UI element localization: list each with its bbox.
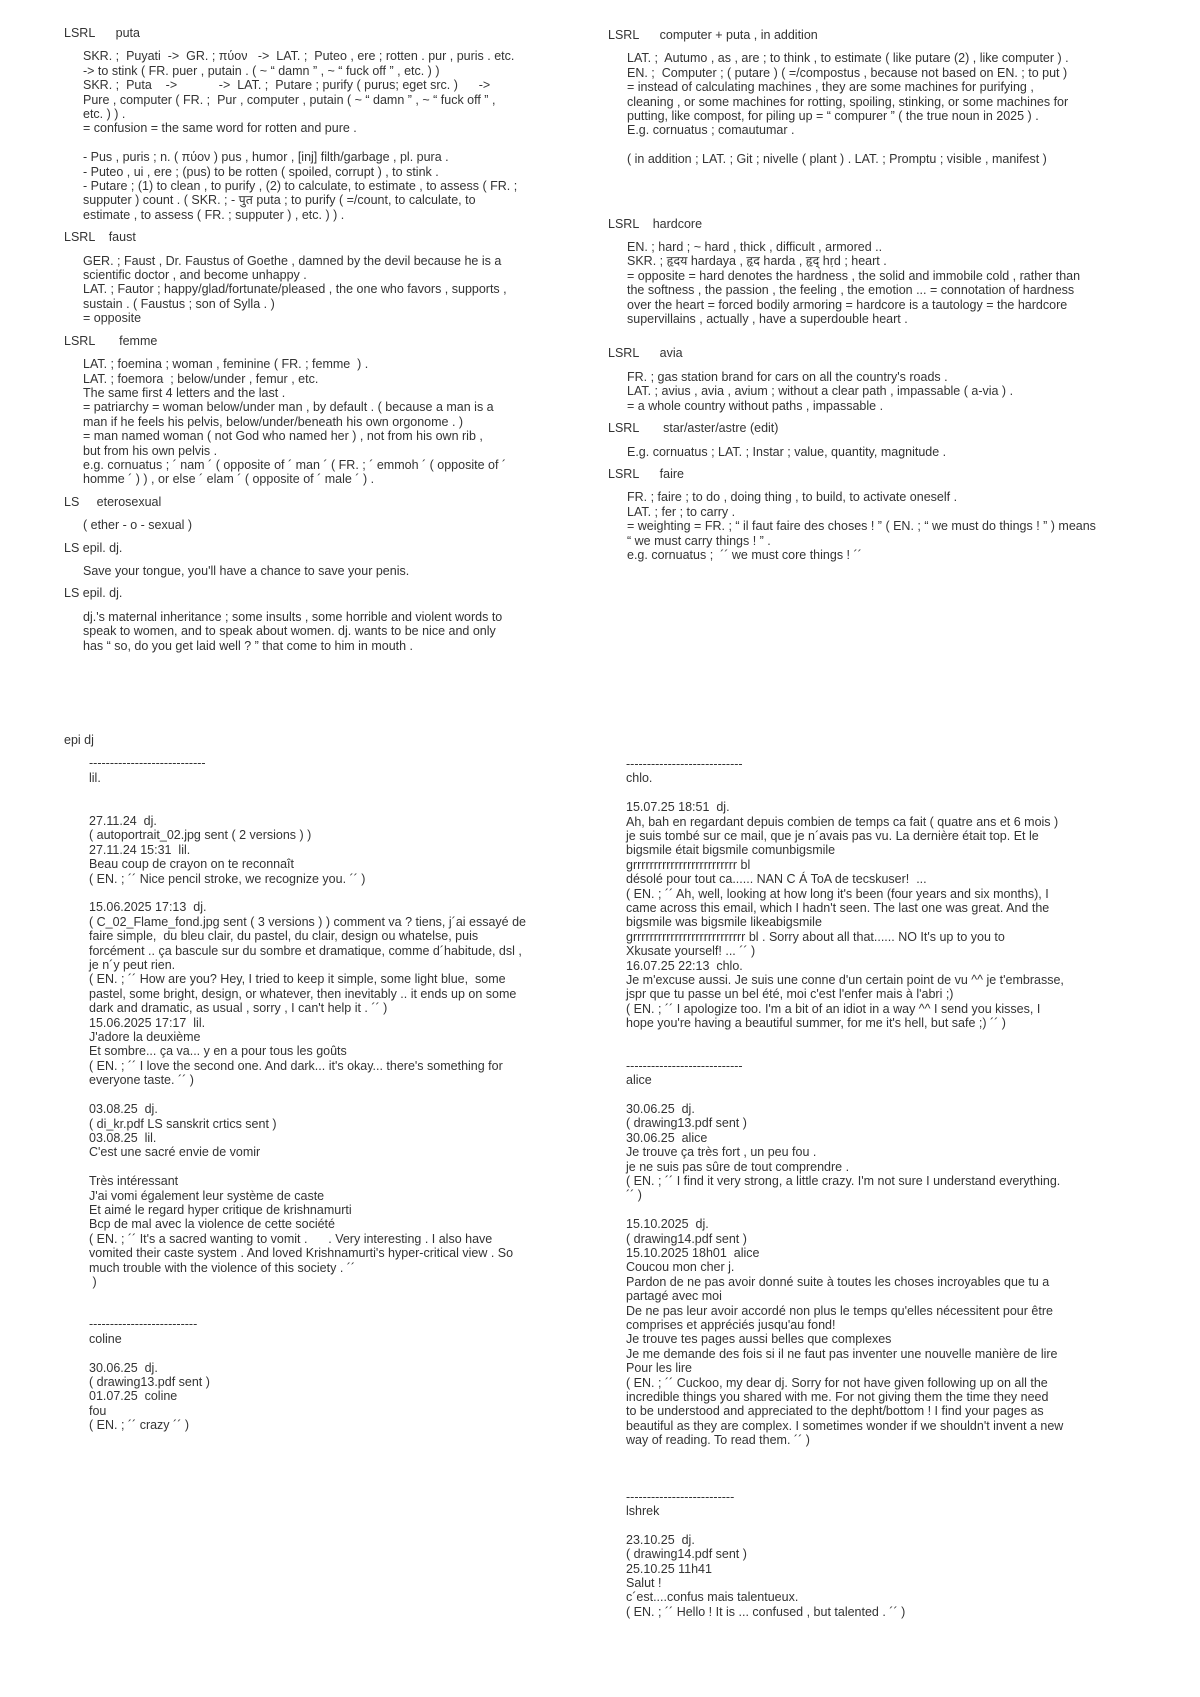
text-line: pastel, some bright, design, or whatever, then inevitably .. it ends up on some	[89, 986, 517, 1001]
text-line: bigsmile was bigsmile likeabigsmile	[626, 915, 822, 930]
text-line: Et sombre... ça va... y en a pour tous les goûts	[89, 1044, 347, 1059]
text-line: incredible things you shared with me. For not giving them the time they need	[626, 1390, 1049, 1405]
text-line: désolé pour tout ca...... NAN C Á ToA de tecskuser! ...	[626, 872, 927, 887]
chat-thread-lshrek	[626, 1490, 1193, 1620]
text-line: ( EN. ; ´´ How are you? Hey, I tried to keep it simple, some light blue, some	[89, 972, 506, 987]
text-line	[83, 136, 604, 150]
dictionary-entry-star-aster-astre	[608, 421, 1188, 459]
text-line: came across this email, which I hadn't seen. The last one was great. And the	[626, 901, 1050, 916]
text-line: ( in addition ; LAT. ; Git ; nivelle ( plant ) . LAT. ; Promptu ; visible , manifest )	[627, 152, 1047, 167]
text-line: 01.07.25 coline	[89, 1389, 178, 1404]
text-line: 30.06.25 dj.	[89, 1360, 158, 1375]
text-line: 03.08.25 dj.	[89, 1102, 158, 1117]
entry-body	[83, 564, 604, 578]
entry-heading: LSRL puta	[64, 26, 140, 40]
entry-heading: LS epil. dj.	[64, 586, 123, 601]
thread-divider: --------------------------	[89, 1317, 198, 1332]
text-line: ( EN. ; ´´ Cuckoo, my dear dj. Sorry for not have given following up on all the	[626, 1375, 1048, 1390]
chat-column-right	[608, 757, 1193, 1619]
text-line: SKR. ; Puyati -> GR. ; πύον -> LAT. ; Puteo , ere ; rotten . pur , puris . etc.	[83, 49, 515, 64]
text-line: but from his own pelvis .	[83, 443, 218, 458]
text-line	[89, 785, 604, 799]
text-line: Pour les lire	[626, 1361, 692, 1376]
text-line: 30.06.25 dj.	[626, 1101, 695, 1116]
text-line: EN. ; Computer ; ( putare ) ( =/compostus , because not based on EN. ; to put )	[627, 65, 1068, 80]
text-line: e.g. cornuatus ; ´´ we must core things ! ´´	[627, 547, 862, 562]
text-line: putting, like compost, for piling up = “ compurer ” ( the true noun in 2025 ) .	[627, 109, 1039, 124]
text-line: c´est....confus mais talentueux.	[626, 1590, 799, 1605]
text-line: ( drawing13.pdf sent )	[626, 1116, 747, 1131]
text-line: ( C_02_Flame_fond.jpg sent ( 3 versions ) ) comment va ? tiens, j´ai essayé de	[89, 914, 527, 929]
text-line: je n´y peut rien.	[89, 958, 176, 973]
chat-thread-coline	[89, 1317, 604, 1432]
entry-body	[83, 49, 604, 222]
entry-body	[83, 357, 604, 487]
thread-divider: ----------------------------	[626, 757, 743, 771]
text-line: LAT. ; avius , avia , avium ; without a clear path , impassable ( a-via ) .	[627, 384, 1014, 399]
text-line: ( drawing14.pdf sent )	[626, 1231, 747, 1246]
chat-thread-lil	[89, 756, 604, 1289]
text-line: Ah, bah en regardant depuis combien de temps ca fait ( quatre ans et 6 mois )	[626, 814, 1059, 829]
entry-heading: LSRL faust	[64, 230, 136, 245]
text-line: 27.11.24 15:31 lil.	[89, 842, 191, 857]
text-line: = opposite = hard denotes the hardness , the solid and immobile cold , rather than	[627, 268, 1081, 283]
entry-heading: LSRL avia	[608, 346, 683, 361]
text-line: grrrrrrrrrrrrrrrrrrrrrrrrr bl	[626, 857, 751, 872]
text-line	[89, 1088, 604, 1102]
text-line: Et aimé le regard hyper critique de krishnamurti	[89, 1202, 352, 1217]
text-line	[626, 1518, 1193, 1532]
text-line: 15.06.2025 17:13 dj.	[89, 900, 207, 915]
entry-body	[627, 51, 1188, 166]
text-line: over the heart = forced bodily armoring = hardcore is a tautology = the hardcore	[627, 297, 1068, 312]
text-line: dj.'s maternal inheritance ; some insults , some horrible and violent words to	[83, 609, 503, 624]
text-line: homme ´ ) ) , or else ´ elam ´ ( opposite of ´ male ´ ) .	[83, 472, 375, 487]
contact-name: lil.	[89, 770, 101, 785]
text-line: estimate , to assess ( FR. ; supputer ) , etc. ) ) .	[83, 207, 345, 222]
text-line: E.g. cornuatus ; comautumar .	[627, 123, 795, 138]
text-line: vomited their caste system . And loved Krishnamurti's hyper-critical view . So	[89, 1246, 514, 1261]
text-line: everyone taste. ´´ )	[89, 1073, 194, 1088]
entry-heading: LSRL hardcore	[608, 216, 703, 231]
text-line: SKR. ; Puta -> -> LAT. ; Putare ; purify ( purus; eget src. ) ->	[83, 78, 491, 93]
text-line: FR. ; faire ; to do , doing thing , to build, to activate oneself .	[627, 490, 958, 505]
text-line: = opposite	[83, 311, 142, 326]
text-line: ( EN. ; ´´ It's a sacred wanting to vomit . . Very interesting . I also have	[89, 1231, 493, 1246]
text-line: Bcp de mal avec la violence de cette société	[89, 1217, 335, 1232]
text-line: the softness , the passion , the feeling , the emotion ... = connotation of hardness	[627, 283, 1075, 298]
text-line	[89, 800, 604, 814]
text-line: De ne pas leur avoir accordé non plus le temps qu'elles nécessitent pour être	[626, 1303, 1053, 1318]
text-line: = patriarchy = woman below/under man , by default . ( because a man is a	[83, 400, 494, 415]
text-line: Je me demande des fois si il ne faut pas inventer une nouvelle manière de lire	[626, 1346, 1058, 1361]
chat-thread-chlo	[626, 757, 1193, 1031]
text-line: - Pus , puris ; n. ( πύον ) pus , humor , [inj] filth/garbage , pl. pura .	[83, 150, 449, 165]
text-line: ( drawing14.pdf sent )	[626, 1547, 747, 1562]
entry-body	[627, 445, 1188, 459]
text-line: jspr que tu passe un bel été, moi c'est l'enfer mais à l'abri ;)	[626, 987, 954, 1002]
dictionary-entry-computer-puta	[608, 28, 1188, 167]
entry-body	[627, 240, 1188, 326]
text-line: supputer ) count . ( SKR. ; - पुत puta ; to purify ( =/count, to calculate, to	[83, 193, 476, 208]
text-line: ( di_kr.pdf LS sanskrit crtics sent )	[89, 1116, 277, 1131]
text-line: EN. ; hard ; ~ hard , thick , difficult , armored ..	[627, 240, 883, 255]
text-line: 15.07.25 18:51 dj.	[626, 800, 730, 815]
text-line: scientific doctor , and become unhappy .	[83, 268, 307, 283]
dictionary-entry-puta	[64, 26, 604, 222]
text-line	[89, 1160, 604, 1174]
text-line: FR. ; gas station brand for cars on all the country's roads .	[627, 369, 948, 384]
text-line: )	[89, 1274, 97, 1289]
text-line: 16.07.25 22:13 chlo.	[626, 958, 743, 973]
text-line: cleaning , or some machines for rotting, spoiling, stinking, or some machines for	[627, 94, 1069, 109]
entry-heading: LS epil. dj.	[64, 540, 123, 555]
entry-heading: LSRL femme	[64, 333, 158, 348]
dictionary-entry-eterosexual	[64, 495, 604, 533]
text-line: 15.10.2025 18h01 alice	[626, 1245, 760, 1260]
text-line: man if he feels his pelvis, below/under/beneath his own orgonome . )	[83, 414, 464, 429]
text-line: LAT. ; foemina ; woman , feminine ( FR. ; femme ) .	[83, 357, 369, 372]
text-line: ( EN. ; ´´ I love the second one. And dark... it's okay... there's something for	[89, 1058, 503, 1073]
text-line: Save your tongue, you'll have a chance to save your penis.	[83, 563, 410, 578]
text-line: je ne suis pas sûre de tout comprendre .	[626, 1159, 850, 1174]
text-line: LAT. ; Fautor ; happy/glad/fortunate/pleased , the one who favors , supports ,	[83, 282, 507, 297]
text-line: 27.11.24 dj.	[89, 814, 157, 828]
text-line: Salut !	[626, 1576, 662, 1591]
text-line: ( autoportrait_02.jpg sent ( 2 versions ) )	[89, 828, 312, 843]
text-line: much trouble with the violence of this society . ´´	[89, 1260, 356, 1275]
dictionary-entry-epil-dj-2	[64, 586, 604, 653]
dictionary-column-right	[608, 28, 1188, 562]
text-line: The same first 4 letters and the last .	[83, 385, 286, 400]
text-line: Coucou mon cher j.	[626, 1260, 735, 1275]
text-line: fou	[89, 1403, 107, 1418]
contact-name: chlo.	[626, 771, 653, 786]
text-line: ( drawing13.pdf sent )	[89, 1374, 210, 1389]
text-line: Xkusate yourself! ... ´´ )	[626, 944, 756, 959]
chat-section-title: epi dj	[64, 733, 94, 747]
entry-heading: LS eterosexual	[64, 494, 162, 509]
text-line	[626, 1088, 1193, 1102]
text-line	[89, 1346, 604, 1360]
text-line: je suis tombé sur ce mail, que je n´avais pas vu. La dernière était top. Et le	[626, 829, 1039, 844]
text-line: = a whole country without paths , impassable .	[627, 398, 884, 413]
text-line: partagé avec moi	[626, 1289, 722, 1304]
dictionary-entry-faire	[608, 467, 1188, 562]
text-line: supervillains , actually , have a superdouble heart .	[627, 312, 908, 327]
text-line: sustain . ( Faustus ; son of Sylla . )	[83, 296, 275, 311]
text-line: ( EN. ; ´´ Hello ! It is ... confused , but talented . ´´ )	[626, 1604, 906, 1619]
text-line: hope you're having a beautiful summer, for me it's hell, but safe ;) ´´ )	[626, 1016, 1006, 1031]
text-line: Je trouve tes pages aussi belles que complexes	[626, 1332, 892, 1347]
text-line	[627, 138, 1188, 152]
thread-divider: --------------------------	[626, 1489, 735, 1504]
entry-body	[83, 518, 604, 532]
thread-divider: ----------------------------	[626, 1058, 743, 1073]
chat-thread-alice	[626, 1059, 1193, 1448]
text-line: “ we must carry things ! ” .	[627, 533, 771, 548]
text-line: 23.10.25 dj.	[626, 1532, 695, 1547]
text-line: = man named woman ( not God who named her ) , not from his own rib ,	[83, 429, 483, 444]
dictionary-entry-avia	[608, 346, 1188, 413]
text-line: to be understood and appreciated to the depht/bottom ! I find your pages as	[626, 1404, 1044, 1419]
entry-body	[627, 490, 1188, 562]
text-line: has “ so, do you get laid well ? ” that come to him in mouth .	[83, 638, 414, 653]
entry-heading: LSRL star/aster/astre (edit)	[608, 421, 779, 436]
text-line: forcément .. ça bascule sur du sombre et dramatique, comme d´habitude, dsl ,	[89, 943, 522, 958]
text-line: - Putare ; (1) to clean , to purify , (2) to calculate, to estimate , to assess ( FR. ;	[83, 179, 518, 194]
text-line	[626, 786, 1193, 800]
text-line: way of reading. To read them. ´´ )	[626, 1433, 810, 1448]
dictionary-entry-epil-dj-1	[64, 541, 604, 579]
text-line: 15.10.2025 dj.	[626, 1217, 709, 1232]
chat-column-left	[64, 733, 604, 1433]
text-line: J'ai vomi également leur système de caste	[89, 1188, 325, 1203]
text-line: 15.06.2025 17:17 lil.	[89, 1015, 206, 1030]
text-line: Beau coup de crayon on te reconnaît	[89, 857, 295, 872]
text-line: beautiful as they are complex. I sometimes wonder if we shouldn't invent a new	[626, 1418, 1064, 1433]
text-line: - Puteo , ui , ere ; (pus) to be rotten ( spoiled, corrupt ) , to stink .	[83, 164, 439, 179]
text-line: ( EN. ; ´´ Nice pencil stroke, we recognize you. ´´ )	[89, 871, 366, 886]
entry-body	[83, 254, 604, 326]
text-line: = confusion = the same word for rotten and pure .	[83, 121, 357, 136]
text-line: LAT. ; fer ; to carry .	[627, 504, 736, 519]
text-line: ( EN. ; ´´ crazy ´´ )	[89, 1418, 189, 1433]
text-line	[89, 886, 604, 900]
entry-body	[83, 610, 604, 653]
text-line: dark and dramatic, as usual , sorry , I can't help it . ´´ )	[89, 1001, 388, 1016]
text-line: ( ether - o - sexual )	[83, 518, 193, 533]
entry-heading: LSRL computer + puta , in addition	[608, 28, 818, 42]
text-line: Je trouve ça très fort , un peu fou .	[626, 1145, 817, 1160]
entry-heading: LSRL faire	[608, 466, 684, 481]
text-line: ( EN. ; ´´ I apologize too. I'm a bit of an idiot in a way ^^ I send you kisses, I	[626, 1001, 1041, 1016]
text-line: comprises et appréciés jusqu'au fond!	[626, 1317, 836, 1332]
text-line: etc. ) ) .	[83, 107, 126, 122]
text-line: = weighting = FR. ; “ il faut faire des choses ! ” ( EN. ; “ we must do things ! ” ) means	[627, 519, 1096, 534]
dictionary-column-left	[64, 26, 604, 653]
text-line: 03.08.25 lil.	[89, 1130, 157, 1145]
text-line: faire simple, du bleu clair, du pastel, du clair, design ou whatelse, puis	[89, 929, 479, 944]
dictionary-entry-femme	[64, 334, 604, 487]
text-line: 30.06.25 alice	[626, 1130, 708, 1145]
contact-name: alice	[626, 1073, 652, 1088]
entry-body	[627, 370, 1188, 413]
text-line: speak to women, and to speak about women. dj. wants to be nice and only	[83, 624, 496, 639]
text-line: Je m'excuse aussi. Je suis une conne d'un certain point de vu ^^ je t'embrasse,	[626, 973, 1064, 988]
contact-name: lshrek	[626, 1504, 660, 1519]
text-line: 25.10.25 11h41	[626, 1561, 712, 1576]
text-line: grrrrrrrrrrrrrrrrrrrrrrrrrrr bl . Sorry about all that...... NO It's up to you to	[626, 929, 1005, 944]
text-line: GER. ; Faust , Dr. Faustus of Goethe , damned by the devil because he is a	[83, 253, 502, 268]
text-line: -> to stink ( FR. puer , putain . ( ~ “ damn ” , ~ “ fuck off ” , etc. ) )	[83, 63, 440, 78]
text-line: bigsmile était bigsmile comunbigsmile	[626, 843, 836, 858]
thread-divider: ----------------------------	[89, 756, 206, 771]
text-line: Très intéressant	[89, 1174, 179, 1189]
text-line: J'adore la deuxième	[89, 1030, 201, 1045]
text-line: LAT. ; Autumo , as , are ; to think , to estimate ( like putare (2) , like computer ) .	[627, 51, 1069, 66]
contact-name: coline	[89, 1331, 122, 1346]
text-line: Pardon de ne pas avoir donné suite à toutes les choses incroyables que tu a	[626, 1274, 1050, 1289]
text-line: ( EN. ; ´´ Ah, well, looking at how long it's been (four years and six months), I	[626, 886, 1049, 901]
text-line: E.g. cornuatus ; LAT. ; Instar ; value, quantity, magnitude .	[627, 444, 947, 459]
dictionary-entry-hardcore	[608, 217, 1188, 327]
text-line: SKR. ; हृदय hardaya , हृद harda , हृद् hṛd ; heart .	[627, 254, 887, 269]
text-line: Pure , computer ( FR. ; Pur , computer , putain ( ~ “ damn ” , ~ “ fuck off ” ,	[83, 92, 496, 107]
text-line: C'est une sacré envie de vomir	[89, 1145, 261, 1160]
text-line: LAT. ; foemora ; below/under , femur , etc.	[83, 371, 319, 386]
text-line: ( EN. ; ´´ I find it very strong, a little crazy. I'm not sure I understand everything.	[626, 1173, 1061, 1188]
text-line: = instead of calculating machines , they are some machines for purifying ,	[627, 80, 1034, 95]
text-line: e.g. cornuatus ; ´ nam ´ ( opposite of ´ man ´ ( FR. ; ´ emmoh ´ ( opposite of ´	[83, 457, 507, 472]
dictionary-entry-faust	[64, 230, 604, 325]
text-line: ´´ )	[626, 1188, 642, 1203]
text-line	[626, 1203, 1193, 1217]
